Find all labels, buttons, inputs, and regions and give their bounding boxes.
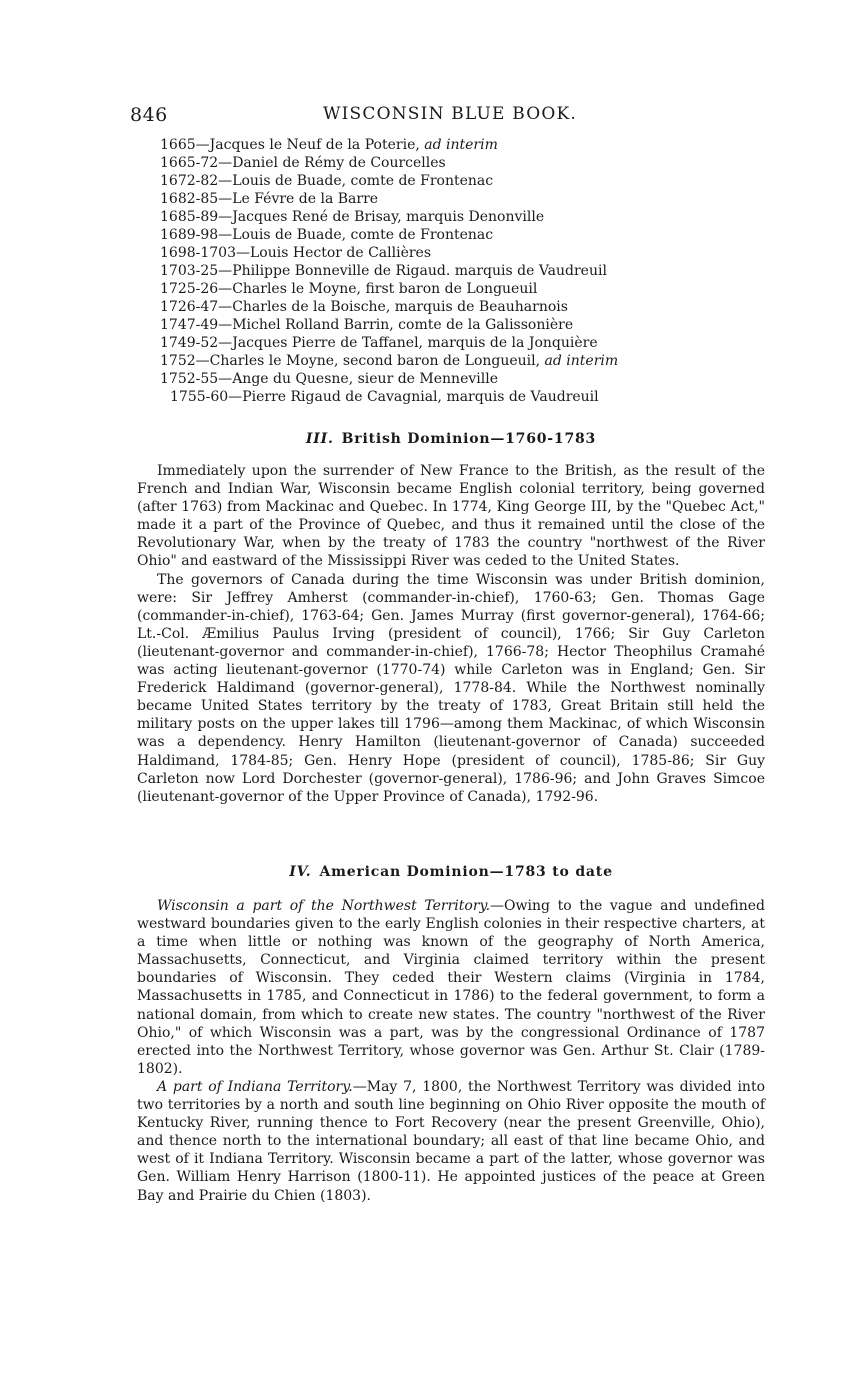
governor-years: 1682-85— [160,191,233,207]
governor-years: 1752— [160,353,210,369]
paragraph [137,1078,765,1205]
governor-years: 1755-60— [170,389,243,405]
page-number: 846 [130,104,168,126]
governor-note: ad interim [544,353,619,369]
governor-entry [160,208,720,226]
governor-years: 1685-89— [160,209,233,225]
governor-entry [160,280,720,298]
governor-entry [160,388,720,406]
governor-years: 1672-82— [160,173,233,189]
governor-name: Jacques René de Brisay, marquis Denonville [232,209,545,225]
governor-years: 1726-47— [160,299,233,315]
governor-years: 1665-72— [160,155,233,171]
governor-entry [160,244,720,262]
section-title: American Dominion—1783 to date [319,864,613,880]
governor-name: Louis Hector de Callières [250,245,432,261]
governor-name: Ange du Quesne, sieur de Menneville [232,371,498,387]
governor-name: Le Févre de la Barre [232,191,379,207]
page-header [130,104,770,128]
governor-name: Michel Rolland Barrin, comte de la Galissonière [232,317,574,333]
governor-note: ad interim [424,137,498,153]
governor-entry [160,298,720,316]
running-title: WISCONSIN BLUE BOOK. [322,104,578,124]
governor-name: Pierre Rigaud de Cavagnial, marquis de Vaudreuil [242,389,599,405]
section-number: IV. [289,864,312,880]
governor-name: Daniel de Rémy de Courcelles [232,155,446,171]
governor-years: 1689-98— [160,227,233,243]
paragraph: The governors of Canada during the time Wisconsin was under British dominion, were: Sir Jeffrey Amherst (commander-in-chief), 1760-63; Gen. Thomas Gage (commander-in-chief), 1763-64; Gen. James Murray (first governor-general), 1764-66; Lt.-Col. Æmilius Paulus Irving (president of council), 1766; Sir Guy Carleton (lieutenant-governor and commander-in-chief), 1766-78; Hector Theophilus Cramahé was acting lieutenant-governor (1770-74) while Carleton was in England; Gen. Sir Frederick Haldimand (governor-general), 1778-84. While the Northwest nominally became United States territory by the treaty of 1783, Great Britain still held the military posts on the upper lakes till 1796—among them Mackinac, of which Wisconsin was a dependency. Henry Hamilton (lieutenant-governor of Canada) succeeded Haldimand, 1784-85; Gen. Henry Hope (president of council), 1785-86; Sir Guy Carleton now Lord Dorchester (governor-general), 1786-96; and John Graves Simcoe (lieutenant-governor of the Upper Province of Canada), 1792-96. [137,571,765,805]
governor-years: 1752-55— [160,371,233,387]
governor-years: 1747-49— [160,317,233,333]
governor-entry [160,190,720,208]
governor-years: 1725-26— [160,281,233,297]
governor-entry [160,370,720,388]
governor-entry [160,352,720,370]
governor-entry [160,262,720,280]
paragraph-text: —Owing to the vague and undefined westward boundaries given to the early English colonies in their respective charters, at a time when little or nothing was known of the geography of North America, Massachusetts, Connecticut, and Virginia claimed territory within the present boundaries of Wisconsin. They ceded their Western claims (Virginia in 1784, Massachusetts in 1785, and Connecticut in 1786) to the federal government, to form a national domain, from which to create new states. The country "northwest of the River Ohio," of which Wisconsin was a part, was by the congressional Ordinance of 1787 erected into the Northwest Territory, whose governor was Gen. Arthur St. Clair (1789-1802). [137,898,765,1077]
governor-entry [160,226,720,244]
american-section-body [137,897,765,1205]
governor-years: 1698-1703— [160,245,250,261]
governor-name: Louis de Buade, comte de Frontenac [232,227,494,243]
governor-name: Jacques Pierre de Taffanel, marquis de la Jonquière [232,335,598,351]
paragraph: Immediately upon the surrender of New France to the British, as the result of the French and Indian War, Wisconsin became English colonial territory, being governed (after 1763) from Mackinac and Quebec. In 1774, King George III, by the "Quebec Act," made it a part of the Province of Quebec, and thus it remained until the close of the Revolutionary War, when by the treaty of 1783 the country "northwest of the River Ohio" and eastward of the Mississippi River was ceded to the United States. [137,463,765,570]
governor-entry [160,154,720,172]
governor-name: Jacques le Neuf de la Poterie, [209,137,425,153]
governor-entry [160,316,720,334]
section-heading-american [137,864,765,880]
british-section-body [137,462,765,806]
governor-entry [160,172,720,190]
french-governors-list [160,136,720,406]
section-number: III. [305,431,334,447]
governor-entry [160,136,720,154]
governor-name: Louis de Buade, comte de Frontenac [232,173,494,189]
governor-name: Charles de la Boische, marquis de Beauharnois [232,299,568,315]
section-title: British Dominion—1760-1783 [341,431,597,447]
governor-years: 1749-52— [160,335,233,351]
paragraph-lead: Wisconsin a part of the Northwest Territory. [157,898,491,914]
governor-name: Charles le Moyne, second baron de Longueuil, [209,353,545,369]
governor-name: Charles le Moyne, first baron de Longueuil [232,281,538,297]
paragraph-lead: A part of Indiana Territory. [157,1078,353,1095]
governor-years: 1665— [160,137,210,153]
governor-entry [160,334,720,352]
paragraph [137,897,765,1078]
governor-years: 1703-25— [160,263,233,279]
paragraph-text: —May 7, 1800, the Northwest Territory was divided into two territories by a north and south line beginning on Ohio River opposite the mouth of Kentucky River, running thence to Fort Recovery (near the present Greenville, Ohio), and thence north to the international boundary; all east of that line became Ohio, and west of it Indiana Territory. Wisconsin became a part of the latter, whose governor was Gen. William Henry Harrison (1800-11). He appointed justices of the peace at Green Bay and Prairie du Chien (1803). [137,1078,765,1204]
governor-name: Philippe Bonneville de Rigaud. marquis de Vaudreuil [232,263,607,279]
section-heading-british [137,431,765,447]
